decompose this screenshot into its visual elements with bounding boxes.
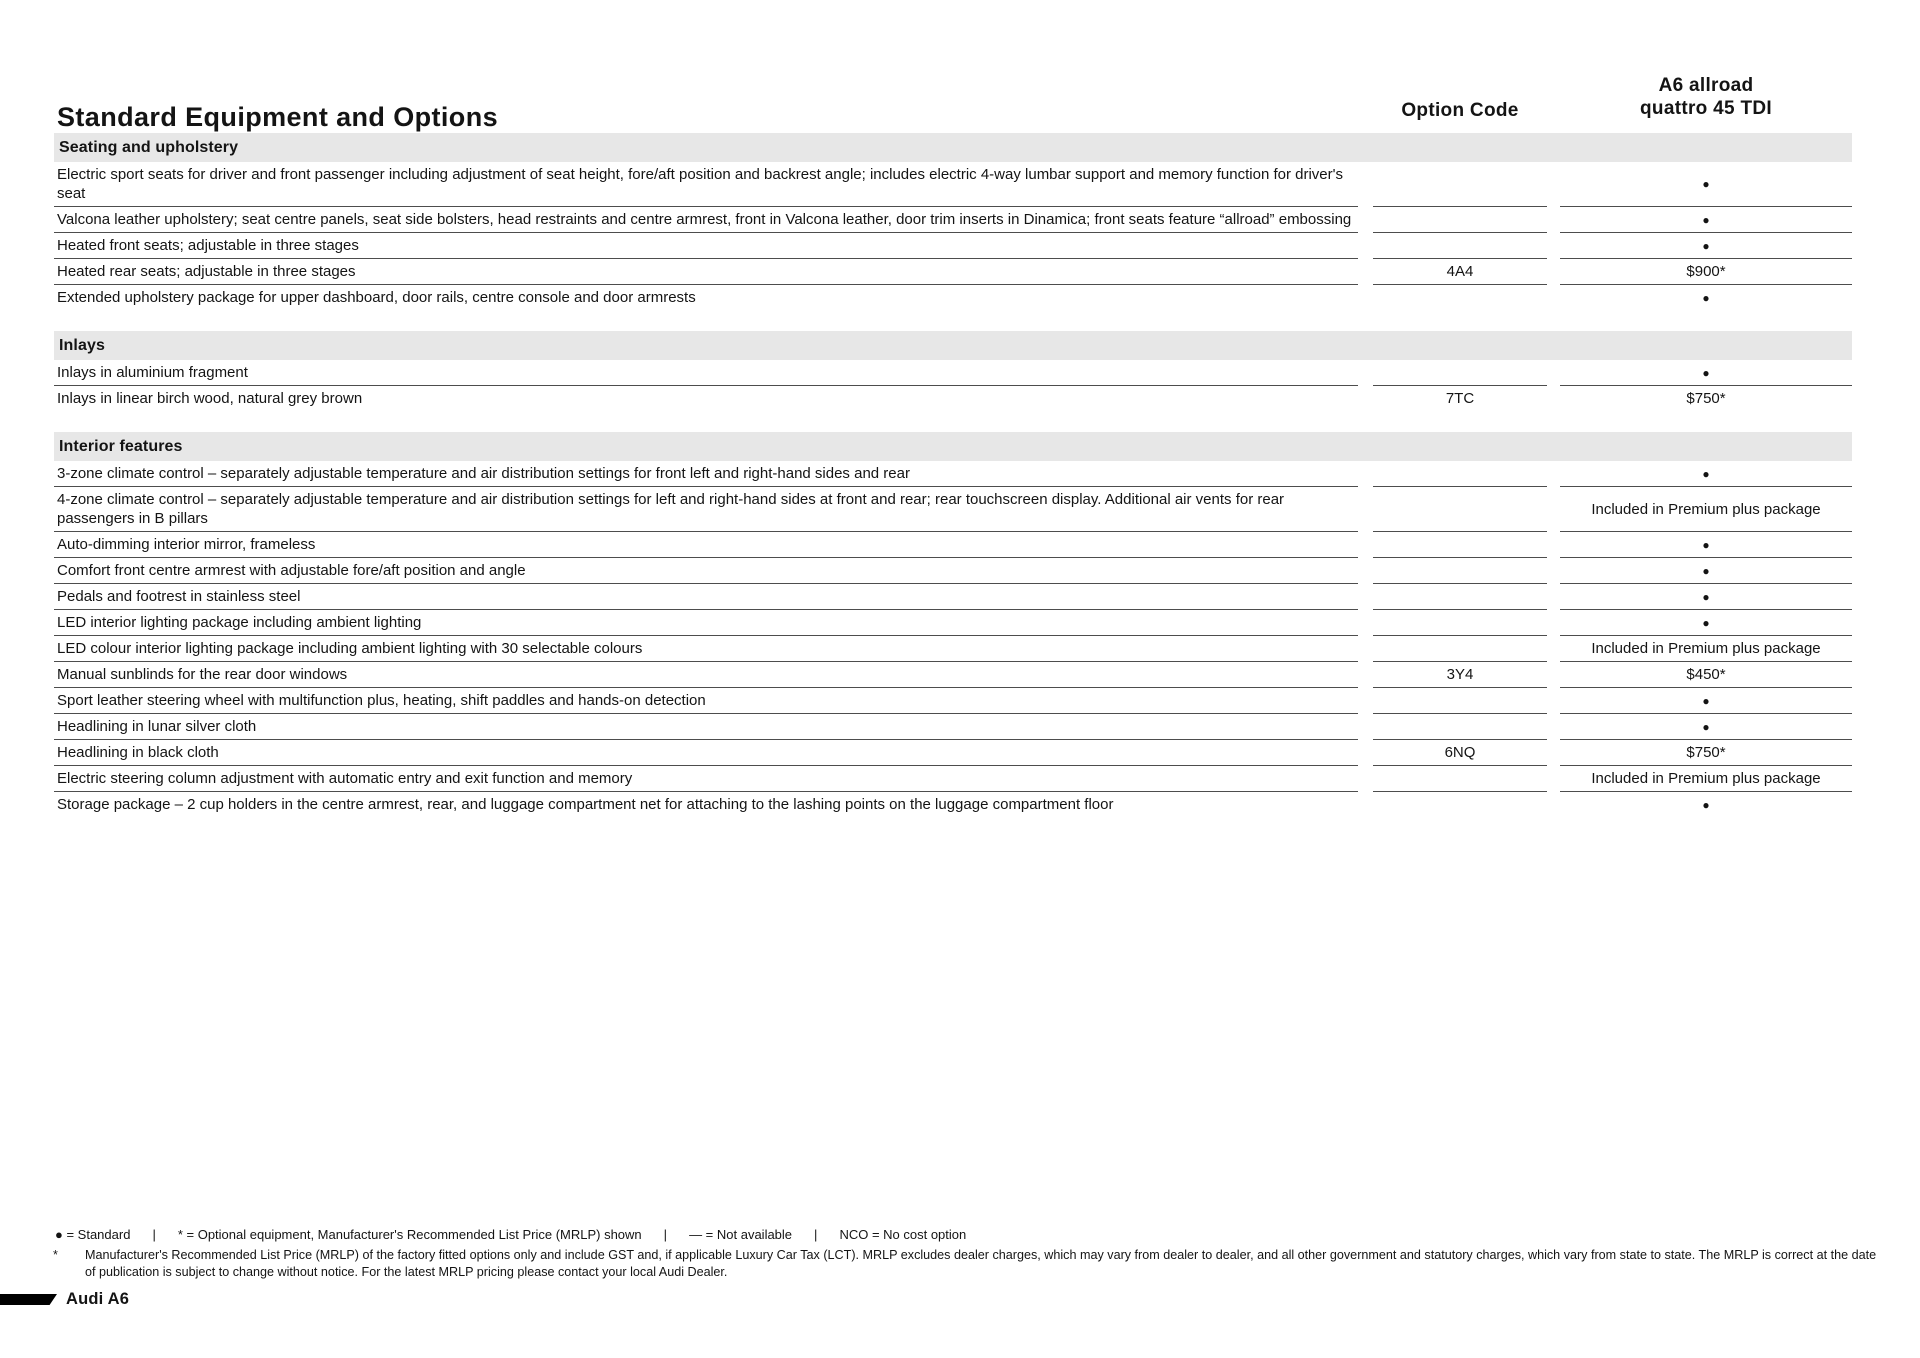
table-row [54,636,1852,662]
table-row [54,688,1852,714]
legend [55,1227,966,1242]
table-row [54,766,1852,792]
column-header-model [1560,74,1852,120]
row-option-code [1373,558,1547,584]
column-header-option-code: Option Code [1401,100,1519,121]
table-row [54,532,1852,558]
row-option-code [1373,285,1547,310]
legend-separator: | [663,1227,668,1242]
row-option-code: 6NQ [1373,740,1547,766]
table-row [54,259,1852,285]
legend-separator: | [814,1227,818,1242]
row-description: Valcona leather upholstery; seat centre panels, seat side bolsters, head restraints and centre armrest, front in Valcona leather, door trim inserts in Dinamica; front seats feature “allroad” embossing [54,207,1358,233]
row-description: Manual sunblinds for the rear door windows [54,662,1358,688]
row-option-code [1373,487,1547,532]
table-row [54,360,1852,386]
footnote-text: Manufacturer's Recommended List Price (MRLP) of the factory fitted options only and include GST and, if applicable Luxury Car Tax (LCT). MRLP excludes dealer charges, which may vary from dealer to dealer, and all other government and statutory charges, which vary from state to state. The MRLP is correct at the date of publication is subject to change without notice. For the latest MRLP pricing please contact your local Audi Dealer. [85,1248,1877,1279]
table-row [54,714,1852,740]
table-row [54,584,1852,610]
table-row [54,207,1852,233]
row-availability: ● [1560,461,1852,487]
column-header-model-line2: quattro 45 TDI [1640,98,1772,119]
row-availability: ● [1560,688,1852,714]
footer [0,1290,129,1309]
row-option-code: 4A4 [1373,259,1547,285]
row-availability: ● [1560,558,1852,584]
row-option-code [1373,461,1547,487]
table-row [54,162,1852,207]
table-section [54,432,1852,817]
row-availability: ● [1560,360,1852,386]
row-availability: $750* [1686,390,1726,407]
row-description: LED interior lighting package including ambient lighting [54,610,1358,636]
row-option-code [1373,610,1547,636]
row-availability: $750* [1560,740,1852,766]
legend-item: * = Optional equipment, Manufacturer's Recommended List Price (MRLP) shown [177,1227,642,1242]
row-availability: ● [1560,714,1852,740]
row-description: LED colour interior lighting package including ambient lighting with 30 selectable colours [54,636,1358,662]
row-option-code [1373,714,1547,740]
row-option-code [1373,636,1547,662]
section-header: Inlays [54,331,1852,360]
row-availability: $900* [1560,259,1852,285]
table-row [54,740,1852,766]
row-availability: ● [1702,290,1710,305]
row-description: Heated front seats; adjustable in three stages [54,233,1358,259]
row-description: Headlining in black cloth [54,740,1358,766]
row-option-code [1373,233,1547,259]
table-row [54,285,1852,310]
table-row [54,662,1852,688]
table-row [54,386,1852,411]
row-description: Headlining in lunar silver cloth [54,714,1358,740]
table-row [54,487,1852,532]
column-header-model-line1: A6 allroad [1658,75,1754,96]
row-description: Comfort front centre armrest with adjustable fore/aft position and angle [54,558,1358,584]
footnote [53,1247,1879,1281]
row-description: Inlays in linear birch wood, natural grey brown [57,390,363,407]
equipment-options-table [54,133,1852,817]
row-option-code [1373,207,1547,233]
row-option-code: 3Y4 [1373,662,1547,688]
footer-corner-mark [0,1294,57,1305]
row-description: Electric sport seats for driver and front passenger including adjustment of seat height, fore/aft position and backrest angle; includes electric 4-way lumbar support and memory function for driver's seat [54,162,1358,207]
row-description: Sport leather steering wheel with multifunction plus, heating, shift paddles and hands-on detection [54,688,1358,714]
row-description: Extended upholstery package for upper dashboard, door rails, centre console and door armrests [57,289,696,306]
legend-item: ● = Standard [55,1227,131,1242]
row-option-code [1373,532,1547,558]
legend-item: — = Not available [689,1227,793,1242]
row-availability: ● [1560,162,1852,207]
table-row [54,610,1852,636]
legend-item: NCO = No cost option [839,1227,967,1242]
table-row [54,233,1852,259]
row-description: Pedals and footrest in stainless steel [54,584,1358,610]
row-availability: Included in Premium plus package [1560,766,1852,792]
footer-brand: Audi A6 [66,1290,130,1308]
row-availability: Included in Premium plus package [1560,636,1852,662]
footnote-asterisk: * [53,1248,58,1262]
row-option-code [1373,584,1547,610]
row-availability: ● [1560,584,1852,610]
table-row [54,461,1852,487]
row-description: Auto-dimming interior mirror, frameless [54,532,1358,558]
row-availability: ● [1560,233,1852,259]
row-availability: ● [1560,532,1852,558]
section-header: Seating and upholstery [54,133,1852,162]
legend-separator: | [152,1227,156,1242]
row-description: 3-zone climate control – separately adjustable temperature and air distribution settings for front left and right-hand sides and rear [54,461,1358,487]
row-availability: ● [1560,207,1852,233]
table-row [54,558,1852,584]
row-option-code [1373,792,1547,817]
row-option-code [1373,162,1547,207]
row-description: 4-zone climate control – separately adjustable temperature and air distribution settings for left and right-hand sides at front and rear; rear touchscreen display. Additional air vents for rear passengers in B pillars [54,487,1358,532]
row-option-code [1373,766,1547,792]
section-header: Interior features [54,432,1852,461]
row-availability: Included in Premium plus package [1560,487,1852,532]
row-option-code: 7TC [1445,390,1475,407]
row-option-code [1373,360,1547,386]
row-availability: $450* [1560,662,1852,688]
table-row [54,792,1852,817]
page-title: Standard Equipment and Options [57,102,499,133]
table-section [54,133,1852,310]
row-option-code [1373,688,1547,714]
row-availability: ● [1702,797,1710,812]
table-section [54,331,1852,411]
row-description: Electric steering column adjustment with automatic entry and exit function and memory [54,766,1358,792]
row-description: Inlays in aluminium fragment [54,360,1358,386]
row-description: Storage package – 2 cup holders in the centre armrest, rear, and luggage compartment net for attaching to the lashing points on the luggage compartment floor [57,796,1114,813]
row-availability: ● [1560,610,1852,636]
row-description: Heated rear seats; adjustable in three stages [54,259,1358,285]
